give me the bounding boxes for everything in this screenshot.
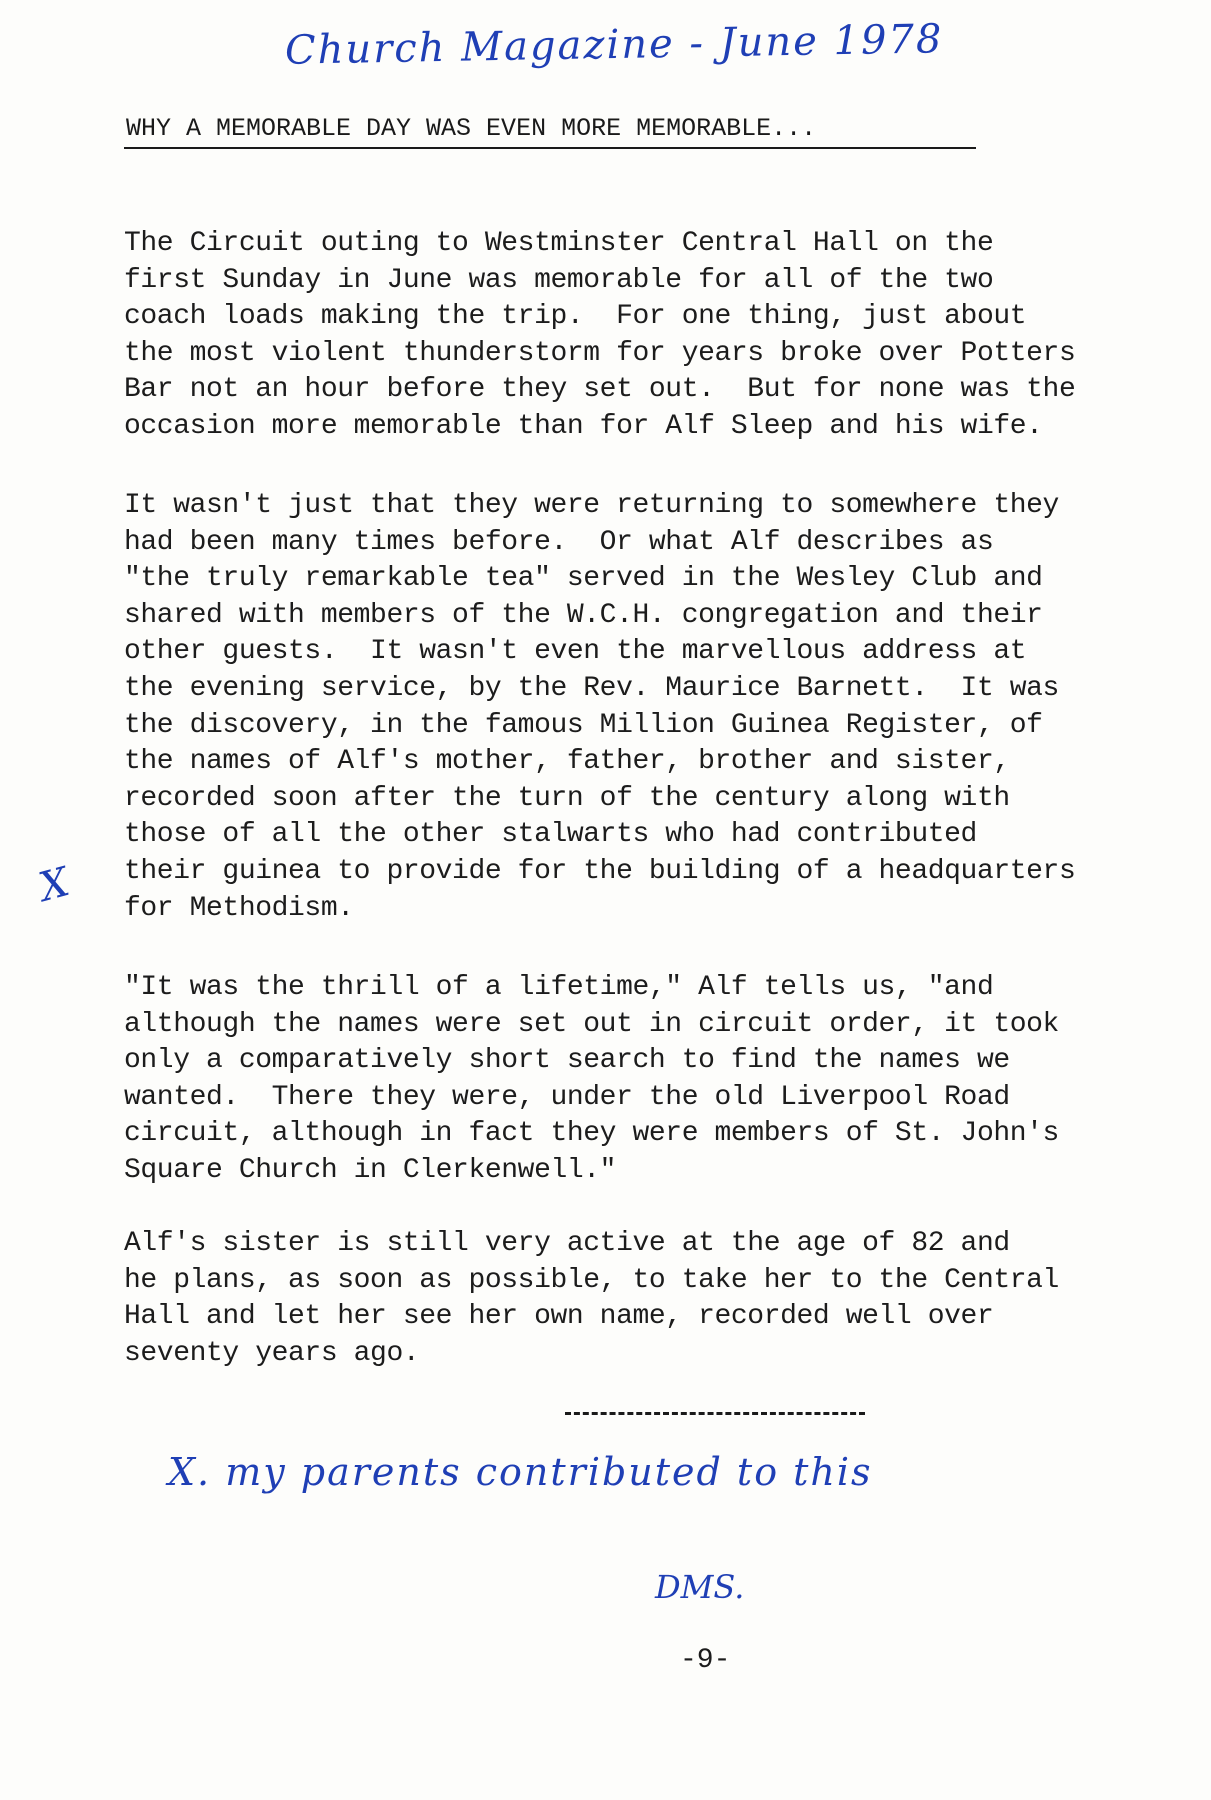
paragraph-1: The Circuit outing to Westminster Central Hall on the first Sunday in June was memorable for all of the two coach loads making the trip. For one thing, just about the most violent thunderstorm for years broke over Potters Bar not an hour before they set out. But for none was the occasion more memorable than for Alf Sleep and his wife. (124, 228, 1076, 442)
heading-underline (124, 147, 976, 149)
paragraph-3: "It was the thrill of a lifetime," Alf tells us, "and although the names were set out in circuit order, it took only a comparatively short search to find the names we wanted. There they were, under the old Liverpool Road circuit, although in fact they were members of St. John's Square Church in Clerkenwell." (124, 972, 1059, 1186)
handwritten-footnote: X. my parents contributed to this (168, 1450, 873, 1494)
section-divider (565, 1412, 865, 1415)
page-number: -9- (680, 1645, 731, 1676)
handwritten-initials: DMS. (655, 1568, 745, 1606)
handwritten-margin-mark: X (34, 859, 74, 911)
article-heading: WHY A MEMORABLE DAY WAS EVEN MORE MEMORABLE... (126, 114, 817, 143)
paragraph-4: Alf's sister is still very active at the age of 82 and he plans, as soon as possible, to take her to the Central Hall and let her see her own name, recorded well over seventy years ago. (124, 1228, 1059, 1369)
handwritten-header-note: Church Magazine - June 1978 (284, 16, 944, 74)
paragraph-2: It wasn't just that they were returning to somewhere they had been many times before. Or what Alf describes as "the truly remarkable tea" served in the Wesley Club and shared with members of the W.C.H. congregation and their other guests. It wasn't even the marvellous address at the evening service, by the Rev. Maurice Barnett. It was the discovery, in the famous Million Guinea Register, of the names of Alf's mother, father, brother and sister, recorded soon after the turn of the century along with those of all the other stalwarts who had contributed their guinea to provide for the building of a headquarters for Methodism. (124, 490, 1076, 924)
